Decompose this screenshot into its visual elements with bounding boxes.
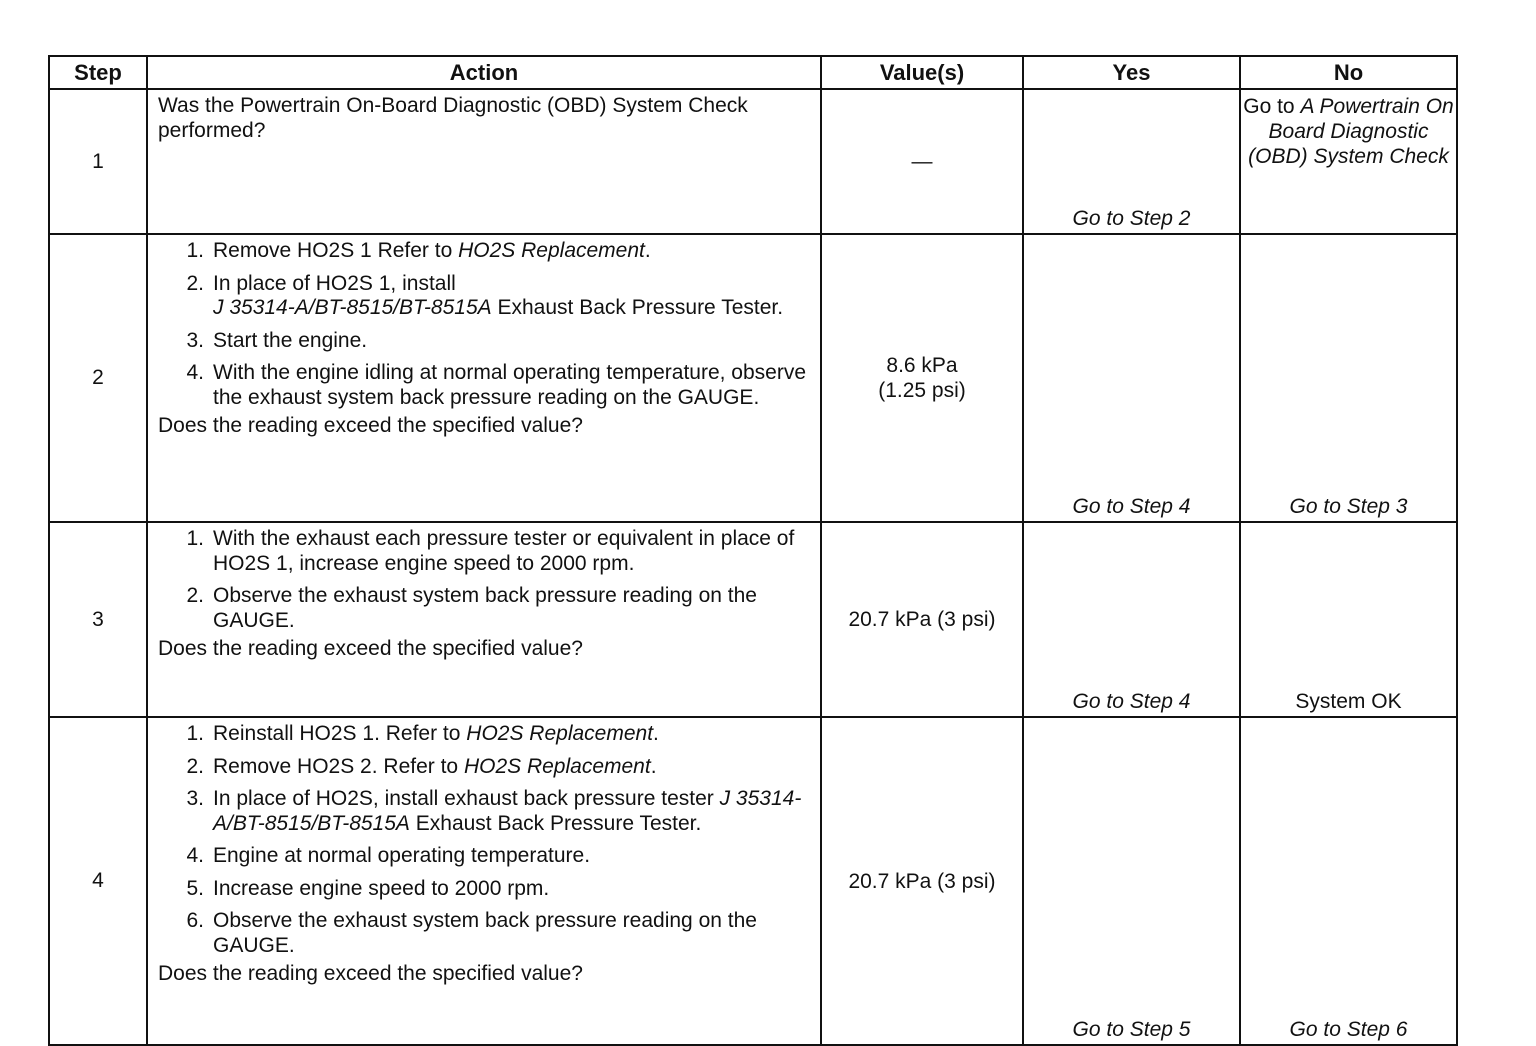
item-text-end: Exhaust Back Pressure Tester. [491,296,784,319]
action-item [158,527,810,576]
item-text-end: . [650,754,657,778]
item-text: Remove HO2S 2. Refer to [213,754,464,778]
action-cell [147,89,821,234]
item-text: With the engine idling at normal operating temperature, observe the exhaust system back pressure reading on the GAUGE. [213,361,807,409]
item-text: With the exhaust each pressure tester or equivalent in place of HO2S 1, increase engine speed to 2000 rpm. [213,527,795,575]
item-text: Engine at normal operating temperature. [213,844,591,867]
action-item [158,239,810,264]
item-number: 6. [186,909,204,932]
value-cell [821,234,1023,522]
header-row [49,56,1457,89]
action-question: Does the reading exceed the specified value? [158,637,583,660]
no-cell: System OK [1240,522,1457,717]
item-reference: HO2S Replacement [466,722,654,745]
action-item [158,361,810,410]
action-item [158,272,810,321]
action-item [158,584,810,633]
yes-cell: Go to Step 4 [1023,522,1240,717]
item-reference: J 35314-A/BT-8515/BT-8515A [213,296,492,319]
action-question: Does the reading exceed the specified value? [158,962,583,985]
item-number: 2. [186,754,204,778]
action-item [158,722,810,747]
item-number: 2. [186,584,204,607]
action-list [158,722,810,958]
item-number: 4. [186,844,204,867]
item-number: 3. [186,328,204,352]
value-cell: — [821,89,1023,234]
table-row [49,522,1457,717]
item-text-end: Exhaust Back Pressure Tester. [409,811,702,835]
no-cell: Go to Step 6 [1240,717,1457,1045]
yes-cell: Go to Step 5 [1023,717,1240,1045]
item-reference: HO2S Replacement [458,239,645,262]
item-text: Remove HO2S 1 Refer to [213,239,459,262]
action-item [158,844,810,869]
item-text-end: . [653,722,659,745]
action-list [158,239,810,410]
item-number: 1. [186,239,204,262]
action-item [158,787,810,836]
item-number: 1. [186,527,204,550]
action-item [158,329,810,354]
table-row [49,717,1457,1045]
header-values: Value(s) [821,56,1023,89]
action-question: Does the reading exceed the specified value? [158,414,583,437]
action-text: Was the Powertrain On-Board Diagnostic (OBD) System Check performed? [158,94,748,142]
step-number: 4 [49,717,147,1045]
yes-cell: Go to Step 2 [1023,89,1240,234]
no-link: A Powertrain On Board Diagnostic (OBD) System Check [1248,95,1454,168]
value-cell: 20.7 kPa (3 psi) [821,717,1023,1045]
action-cell [147,717,821,1045]
action-item [158,755,810,780]
item-text: Observe the exhaust system back pressure reading on the GAUGE. [213,909,757,957]
item-text: Start the engine. [213,328,368,352]
value-kpa: 8.6 kPa [886,354,958,377]
action-list [158,527,810,633]
header-no: No [1240,56,1457,89]
yes-cell: Go to Step 4 [1023,234,1240,522]
item-text: In place of HO2S 1, install [213,271,456,295]
item-number: 3. [186,787,204,810]
item-text: In place of HO2S, install exhaust back pressure tester [213,787,720,810]
action-item [158,877,810,902]
item-text: Increase engine speed to 2000 rpm. [213,876,550,900]
header-action: Action [147,56,821,89]
no-cell [1240,89,1457,234]
no-prefix: Go to [1243,95,1301,118]
item-number: 2. [186,271,204,295]
header-step: Step [49,56,147,89]
no-cell: Go to Step 3 [1240,234,1457,522]
item-number: 1. [186,722,204,745]
item-text-end: . [644,239,651,262]
item-reference: J 35314-A/BT-8515/BT-8515A [213,787,802,835]
step-number: 3 [49,522,147,717]
item-text: Observe the exhaust system back pressure reading on the GAUGE. [213,584,757,632]
value-psi: (1.25 psi) [878,379,966,402]
header-yes: Yes [1023,56,1240,89]
table-row [49,234,1457,522]
action-item [158,909,810,958]
item-number: 5. [186,876,204,900]
action-cell [147,234,821,522]
item-text: Reinstall HO2S 1. Refer to [213,722,467,745]
action-cell [147,522,821,717]
step-number: 1 [49,89,147,234]
step-number: 2 [49,234,147,522]
item-number: 4. [186,361,204,384]
diagnostic-table [48,55,1458,1046]
value-cell: 20.7 kPa (3 psi) [821,522,1023,717]
table-row [49,89,1457,234]
item-reference: HO2S Replacement [463,754,651,778]
